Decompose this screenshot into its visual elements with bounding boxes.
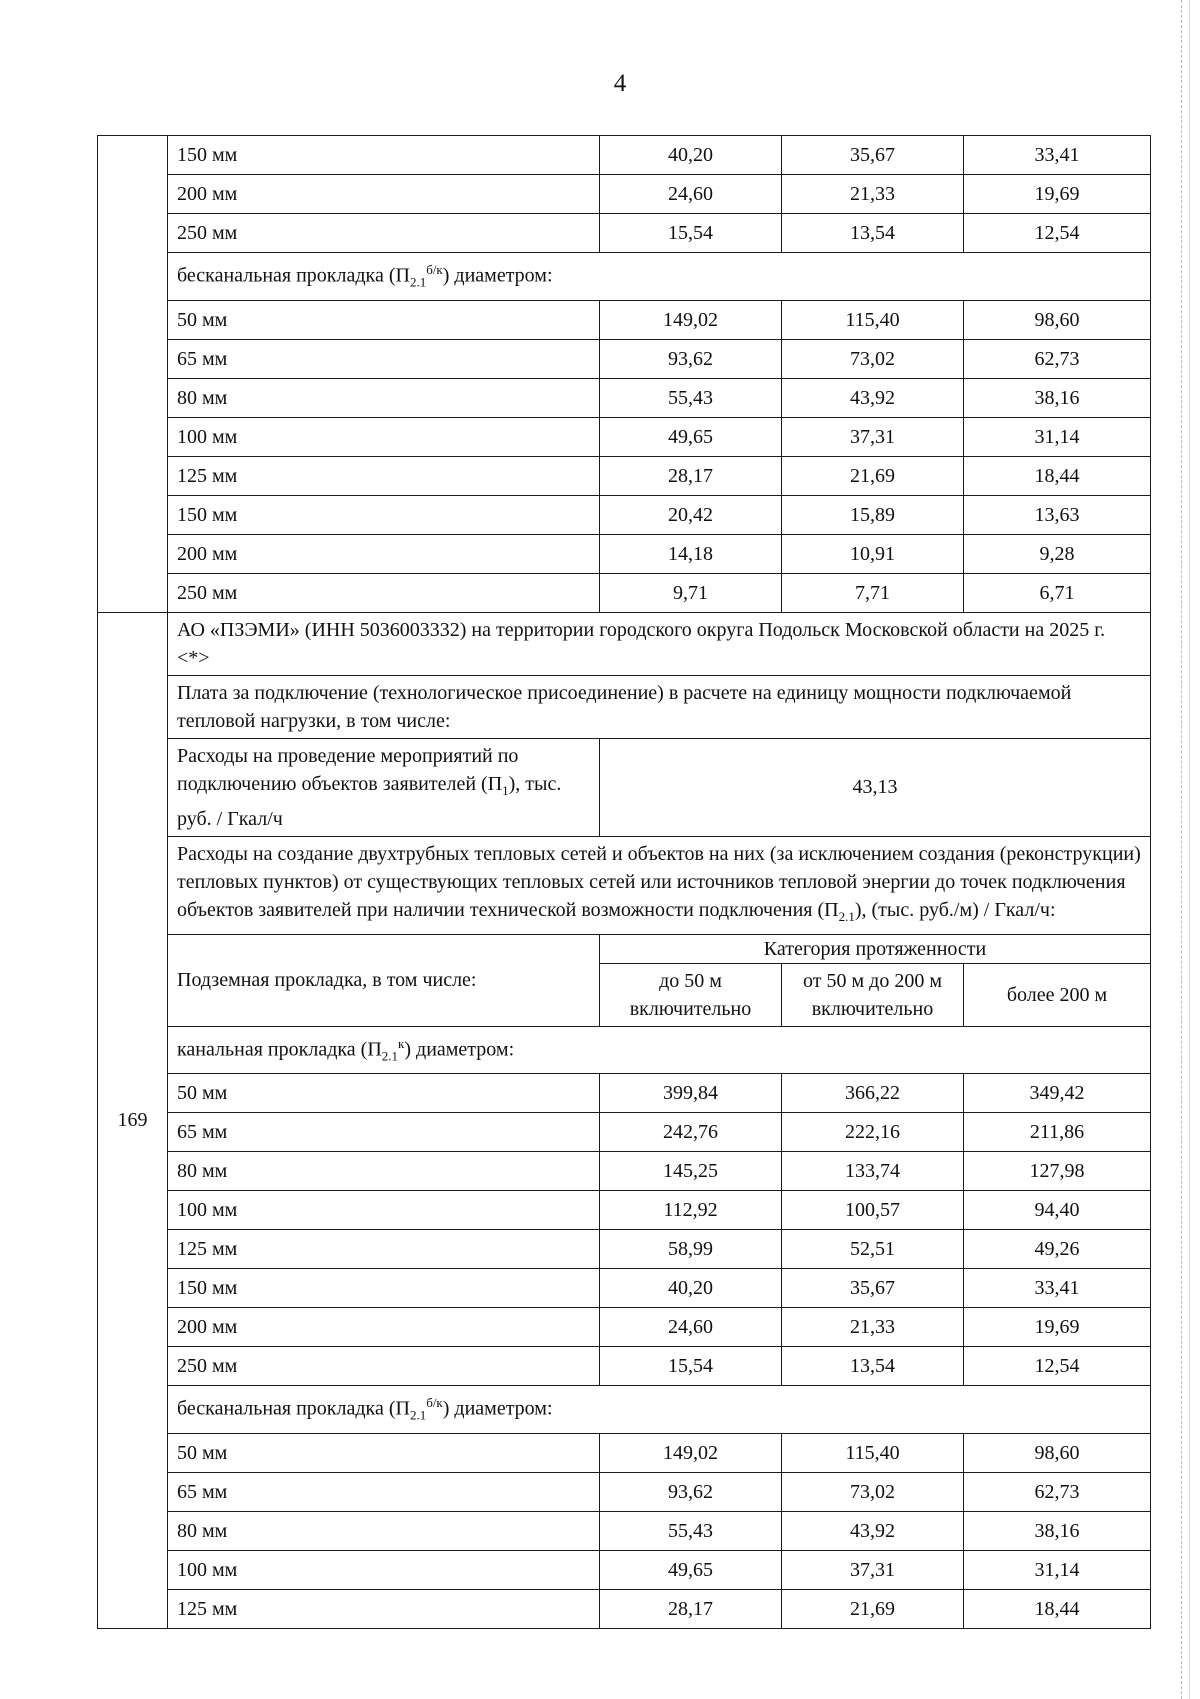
section-header-row (98, 1026, 1151, 1074)
diameter-label: 125 мм (168, 1230, 600, 1269)
table-row (98, 1269, 1151, 1308)
value-50-to-200m: 73,02 (782, 339, 964, 378)
channel-section-label: канальная прокладка $(П_{2.1}^к)$ диаметром: (168, 1026, 1151, 1074)
value-50-to-200m: 13,54 (782, 214, 964, 253)
diameter-label: 200 мм (168, 175, 600, 214)
value-over-200m: 62,73 (964, 339, 1151, 378)
entry-index: 169 (98, 612, 168, 1628)
p21-description: Расходы на создание двухтрубных тепловых сетей и объектов на них (за исключением создания (реконструкции) тепловых пунктов) от существующих тепловых сетей или источников тепловой энергии до точек подключения объектов заявителей при наличии технической возможности подключения $(П_{2.1})$, (тыс. руб./м) / Гкал/ч: (168, 836, 1151, 934)
index-cell-empty (98, 136, 168, 613)
scan-edge-line (1188, 0, 1190, 1699)
value-50-to-200m: 73,02 (782, 1472, 964, 1511)
table-row (98, 1550, 1151, 1589)
value-over-200m: 127,98 (964, 1152, 1151, 1191)
value-over-200m: 211,86 (964, 1113, 1151, 1152)
value-up-to-50m: 149,02 (600, 1433, 782, 1472)
value-50-to-200m: 21,33 (782, 1308, 964, 1347)
value-over-200m: 98,60 (964, 1433, 1151, 1472)
value-up-to-50m: 28,17 (600, 456, 782, 495)
table-row (98, 573, 1151, 612)
tariff-table (97, 135, 1151, 1629)
column-up-to-50m: до 50 м включительно (600, 963, 782, 1026)
value-over-200m: 19,69 (964, 175, 1151, 214)
diameter-label: 150 мм (168, 136, 600, 175)
value-over-200m: 31,14 (964, 1550, 1151, 1589)
value-over-200m: 13,63 (964, 495, 1151, 534)
table-row (98, 214, 1151, 253)
value-up-to-50m: 93,62 (600, 339, 782, 378)
table-row (98, 1472, 1151, 1511)
diameter-label: 50 мм (168, 1433, 600, 1472)
value-50-to-200m: 35,67 (782, 136, 964, 175)
entry-title-row (98, 612, 1151, 675)
table-row (98, 378, 1151, 417)
channelless-section-label: бесканальная прокладка $(П_{2.1}^{б/к})$ диаметром: (168, 1386, 1151, 1434)
length-category-header: Категория протяженности (600, 934, 1151, 963)
value-up-to-50m: 149,02 (600, 300, 782, 339)
table-row (98, 417, 1151, 456)
entry-169 (98, 612, 1151, 1628)
diameter-label: 80 мм (168, 1511, 600, 1550)
value-over-200m: 349,42 (964, 1074, 1151, 1113)
value-50-to-200m: 115,40 (782, 1433, 964, 1472)
diameter-label: 200 мм (168, 1308, 600, 1347)
table-row (98, 136, 1151, 175)
section-header-row (98, 253, 1151, 301)
value-up-to-50m: 112,92 (600, 1191, 782, 1230)
entry-title: АО «ПЗЭМИ» (ИНН 5036003332) на территории городского округа Подольск Московской области на 2025 г. <*> (168, 612, 1151, 675)
value-up-to-50m: 93,62 (600, 1472, 782, 1511)
diameter-label: 50 мм (168, 1074, 600, 1113)
value-50-to-200m: 133,74 (782, 1152, 964, 1191)
value-over-200m: 18,44 (964, 456, 1151, 495)
diameter-label: 250 мм (168, 214, 600, 253)
diameter-label: 200 мм (168, 534, 600, 573)
diameter-label: 80 мм (168, 378, 600, 417)
diameter-label: 125 мм (168, 1589, 600, 1628)
value-50-to-200m: 37,31 (782, 1550, 964, 1589)
value-over-200m: 9,28 (964, 534, 1151, 573)
value-up-to-50m: 399,84 (600, 1074, 782, 1113)
value-50-to-200m: 7,71 (782, 573, 964, 612)
value-50-to-200m: 35,67 (782, 1269, 964, 1308)
value-up-to-50m: 20,42 (600, 495, 782, 534)
diameter-label: 150 мм (168, 1269, 600, 1308)
value-up-to-50m: 58,99 (600, 1230, 782, 1269)
value-up-to-50m: 28,17 (600, 1589, 782, 1628)
table-row (98, 456, 1151, 495)
underground-label: Подземная прокладка, в том числе: (168, 934, 600, 1026)
channelless-section-label: бесканальная прокладка $(П_{2.1}^{б/к})$ диаметром: (168, 253, 1151, 301)
fee-header-row (98, 675, 1151, 738)
table-row (98, 495, 1151, 534)
diameter-label: 150 мм (168, 495, 600, 534)
value-over-200m: 98,60 (964, 300, 1151, 339)
value-over-200m: 6,71 (964, 573, 1151, 612)
table-row (98, 1230, 1151, 1269)
value-up-to-50m: 15,54 (600, 1347, 782, 1386)
value-over-200m: 33,41 (964, 1269, 1151, 1308)
value-over-200m: 12,54 (964, 214, 1151, 253)
value-50-to-200m: 43,92 (782, 1511, 964, 1550)
diameter-label: 65 мм (168, 339, 600, 378)
value-50-to-200m: 115,40 (782, 300, 964, 339)
diameter-label: 50 мм (168, 300, 600, 339)
value-up-to-50m: 55,43 (600, 378, 782, 417)
value-50-to-200m: 13,54 (782, 1347, 964, 1386)
value-over-200m: 38,16 (964, 1511, 1151, 1550)
value-over-200m: 19,69 (964, 1308, 1151, 1347)
value-up-to-50m: 24,60 (600, 175, 782, 214)
diameter-label: 100 мм (168, 417, 600, 456)
column-50-to-200m: от 50 м до 200 м включительно (782, 963, 964, 1026)
table-row (98, 1074, 1151, 1113)
table-row (98, 1433, 1151, 1472)
p1-value: 43,13 (600, 738, 1151, 836)
diameter-label: 250 мм (168, 573, 600, 612)
table-row (98, 1113, 1151, 1152)
section-header-row (98, 1386, 1151, 1434)
value-over-200m: 49,26 (964, 1230, 1151, 1269)
value-over-200m: 38,16 (964, 378, 1151, 417)
value-50-to-200m: 366,22 (782, 1074, 964, 1113)
p1-label: Расходы на проведение мероприятий по подключению объектов заявителей $(П_1)$, тыс. руб. / Гкал/ч (168, 738, 600, 836)
value-up-to-50m: 40,20 (600, 1269, 782, 1308)
value-50-to-200m: 37,31 (782, 417, 964, 456)
table-row (98, 1191, 1151, 1230)
table-body-continuation (98, 136, 1151, 613)
value-over-200m: 12,54 (964, 1347, 1151, 1386)
value-over-200m: 31,14 (964, 417, 1151, 456)
scan-edge-mark (1180, 0, 1182, 1699)
value-up-to-50m: 55,43 (600, 1511, 782, 1550)
value-over-200m: 94,40 (964, 1191, 1151, 1230)
value-up-to-50m: 15,54 (600, 214, 782, 253)
value-50-to-200m: 222,16 (782, 1113, 964, 1152)
category-header-row (98, 934, 1151, 963)
diameter-label: 65 мм (168, 1472, 600, 1511)
diameter-label: 125 мм (168, 456, 600, 495)
diameter-label: 80 мм (168, 1152, 600, 1191)
table-row (98, 1308, 1151, 1347)
value-up-to-50m: 24,60 (600, 1308, 782, 1347)
value-50-to-200m: 52,51 (782, 1230, 964, 1269)
value-up-to-50m: 40,20 (600, 136, 782, 175)
table-row (98, 300, 1151, 339)
value-over-200m: 33,41 (964, 136, 1151, 175)
diameter-label: 100 мм (168, 1191, 600, 1230)
diameter-label: 65 мм (168, 1113, 600, 1152)
column-over-200m: более 200 м (964, 963, 1151, 1026)
value-50-to-200m: 43,92 (782, 378, 964, 417)
value-50-to-200m: 15,89 (782, 495, 964, 534)
diameter-label: 100 мм (168, 1550, 600, 1589)
table-row (98, 534, 1151, 573)
table-row (98, 1511, 1151, 1550)
value-50-to-200m: 100,57 (782, 1191, 964, 1230)
value-50-to-200m: 21,33 (782, 175, 964, 214)
value-up-to-50m: 145,25 (600, 1152, 782, 1191)
value-up-to-50m: 49,65 (600, 417, 782, 456)
diameter-label: 250 мм (168, 1347, 600, 1386)
table-row (98, 1347, 1151, 1386)
value-50-to-200m: 21,69 (782, 1589, 964, 1628)
value-50-to-200m: 21,69 (782, 456, 964, 495)
value-up-to-50m: 242,76 (600, 1113, 782, 1152)
value-up-to-50m: 9,71 (600, 573, 782, 612)
value-over-200m: 18,44 (964, 1589, 1151, 1628)
table-row (98, 1589, 1151, 1628)
value-50-to-200m: 10,91 (782, 534, 964, 573)
value-over-200m: 62,73 (964, 1472, 1151, 1511)
p1-row (98, 738, 1151, 836)
value-up-to-50m: 49,65 (600, 1550, 782, 1589)
page-number: 4 (613, 70, 627, 97)
table-row (98, 1152, 1151, 1191)
table-row (98, 339, 1151, 378)
p21-description-row (98, 836, 1151, 934)
fee-header: Плата за подключение (технологическое присоединение) в расчете на единицу мощности подключаемой тепловой нагрузки, в том числе: (168, 675, 1151, 738)
value-up-to-50m: 14,18 (600, 534, 782, 573)
table-row (98, 175, 1151, 214)
